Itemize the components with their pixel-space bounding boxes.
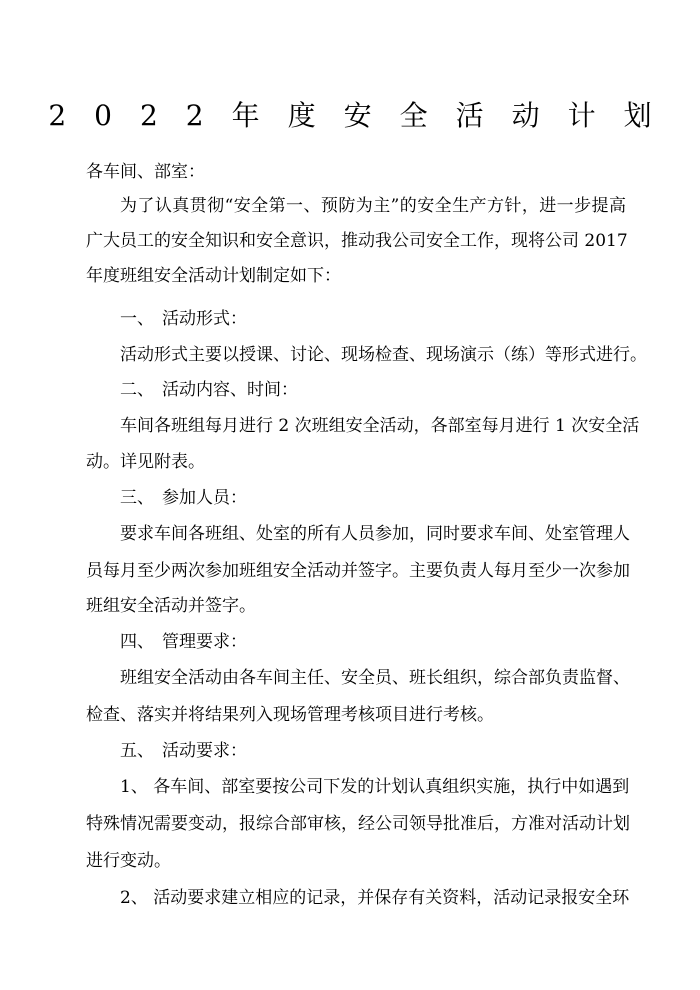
section-5-item-1-line-1: 1、 各车间、部室要按公司下发的计划认真组织实施，执行中如遇到 [120, 777, 630, 797]
section-2-heading [120, 380, 660, 400]
section-3-heading [120, 488, 660, 508]
section-1-line-1: 活动形式主要以授课、讨论、现场检查、现场演示（练）等形式进行。 [120, 345, 647, 365]
section-3-number: 三、 [120, 488, 154, 508]
section-4-heading [120, 632, 660, 652]
section-5-heading [120, 741, 660, 761]
salutation: 各车间、部室： [86, 162, 205, 182]
section-2-line-1: 车间各班组每月进行 2 次班组安全活动，各部室每月进行 1 次安全活 [120, 416, 640, 436]
section-4-number: 四、 [120, 632, 154, 652]
document-title: 2022年度安全活动计划 [48, 99, 680, 132]
section-4-line-1: 班组安全活动由各车间主任、安全员、班长组织，综合部负责监督、 [120, 668, 630, 688]
section-1-number: 一、 [120, 309, 154, 329]
section-3-line-1: 要求车间各班组、处室的所有人员参加，同时要求车间、处室管理人 [120, 524, 630, 544]
section-5-title: 活动要求： [162, 741, 247, 761]
section-5-item-2-line-1: 2、 活动要求建立相应的记录，并保存有关资料，活动记录报安全环 [120, 888, 630, 908]
section-1-title: 活动形式： [162, 309, 247, 329]
intro-line-3: 年度班组安全活动计划制定如下： [86, 266, 341, 286]
section-3-title: 参加人员： [162, 488, 247, 508]
section-5-item-1-line-2: 特殊情况需要变动，报综合部审核，经公司领导批准后，方准对活动计划 [86, 814, 630, 834]
section-4-title: 管理要求： [162, 632, 247, 652]
section-2-title: 活动内容、时间： [162, 380, 298, 400]
section-5-number: 五、 [120, 741, 154, 761]
section-1-heading [120, 309, 660, 329]
section-3-line-3: 班组安全活动并签字。 [86, 596, 256, 616]
intro-line-1: 为了认真贯彻“安全第一、预防为主”的安全生产方针，进一步提高 [120, 196, 626, 216]
section-2-number: 二、 [120, 380, 154, 400]
section-2-line-2: 动。详见附表。 [86, 452, 205, 472]
section-5-item-1-line-3: 进行变动。 [86, 851, 171, 871]
section-4-line-2: 检查、落实并将结果列入现场管理考核项目进行考核。 [86, 705, 494, 725]
section-3-line-2: 员每月至少两次参加班组安全活动并签字。主要负责人每月至少一次参加 [86, 561, 630, 581]
intro-line-2: 广大员工的安全知识和安全意识，推动我公司安全工作，现将公司 2017 [86, 231, 628, 251]
